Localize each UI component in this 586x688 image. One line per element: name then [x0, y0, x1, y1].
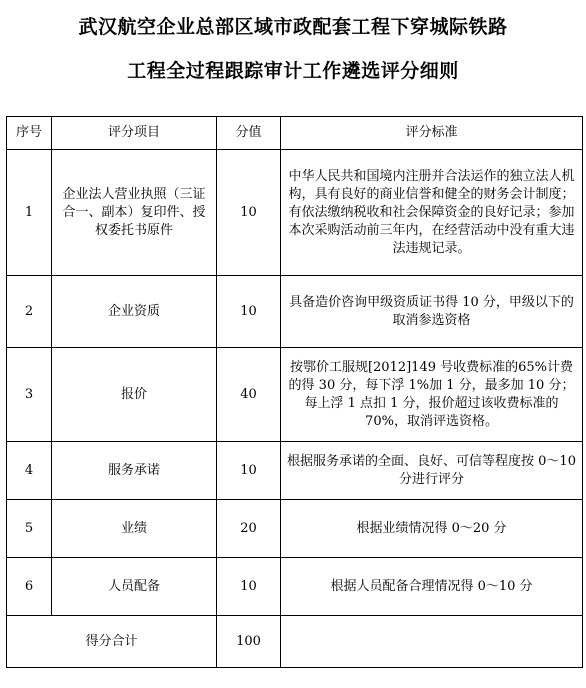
row-index: 5	[7, 500, 52, 558]
row-index: 3	[7, 348, 52, 442]
row-item: 报价	[52, 348, 217, 442]
row-criteria: 根据人员配备合理情况得 0～10 分	[281, 558, 583, 616]
row-score: 10	[217, 150, 281, 276]
row-criteria: 按鄂价工服规[2012]149 号收费标准的65%计费的得 30 分，每下浮 1%加 1 分，最多加 10 分；每上浮 1 点扣 1 分，报价超过该收费标准的 70%，取消评选资格。	[281, 348, 583, 442]
total-label: 得分合计	[7, 616, 217, 668]
row-score: 20	[217, 500, 281, 558]
table-row	[7, 558, 583, 616]
row-index: 6	[7, 558, 52, 616]
row-score: 10	[217, 442, 281, 500]
table-row	[7, 150, 583, 276]
header-criteria: 评分标准	[281, 117, 583, 150]
row-criteria: 中华人民共和国境内注册并合法运作的独立法人机构，具有良好的商业信誉和健全的财务会计制度；有依法缴纳税收和社会保障资金的良好记录；参加本次采购活动前三年内，在经营活动中没有重大违法违规记录。	[281, 150, 583, 276]
total-criteria-empty	[281, 616, 583, 668]
header-item: 评分项目	[52, 117, 217, 150]
table-row	[7, 500, 583, 558]
row-item: 服务承诺	[52, 442, 217, 500]
row-index: 2	[7, 276, 52, 348]
header-score: 分值	[217, 117, 281, 150]
row-criteria: 具备造价咨询甲级资质证书得 10 分，甲级以下的取消参选资格	[281, 276, 583, 348]
table-row	[7, 442, 583, 500]
row-item: 人员配备	[52, 558, 217, 616]
row-index: 1	[7, 150, 52, 276]
row-item: 企业法人营业执照（三证合一、副本）复印件、授权委托书原件	[52, 150, 217, 276]
row-item: 业绩	[52, 500, 217, 558]
row-criteria: 根据服务承诺的全面、良好、可信等程度按 0～10 分进行评分	[281, 442, 583, 500]
total-row	[7, 616, 583, 668]
row-score: 40	[217, 348, 281, 442]
row-item: 企业资质	[52, 276, 217, 348]
row-criteria: 根据业绩情况得 0～20 分	[281, 500, 583, 558]
document-title-line-1: 武汉航空企业总部区域市政配套工程下穿城际铁路	[78, 16, 508, 38]
table-row	[7, 276, 583, 348]
header-index: 序号	[7, 117, 52, 150]
table-row	[7, 348, 583, 442]
row-score: 10	[217, 276, 281, 348]
table-header-row	[7, 117, 583, 150]
total-score: 100	[217, 616, 281, 668]
row-index: 4	[7, 442, 52, 500]
scoring-table	[6, 116, 583, 668]
document-title-line-2: 工程全过程跟踪审计工作遴选评分细则	[127, 60, 459, 82]
row-score: 10	[217, 558, 281, 616]
